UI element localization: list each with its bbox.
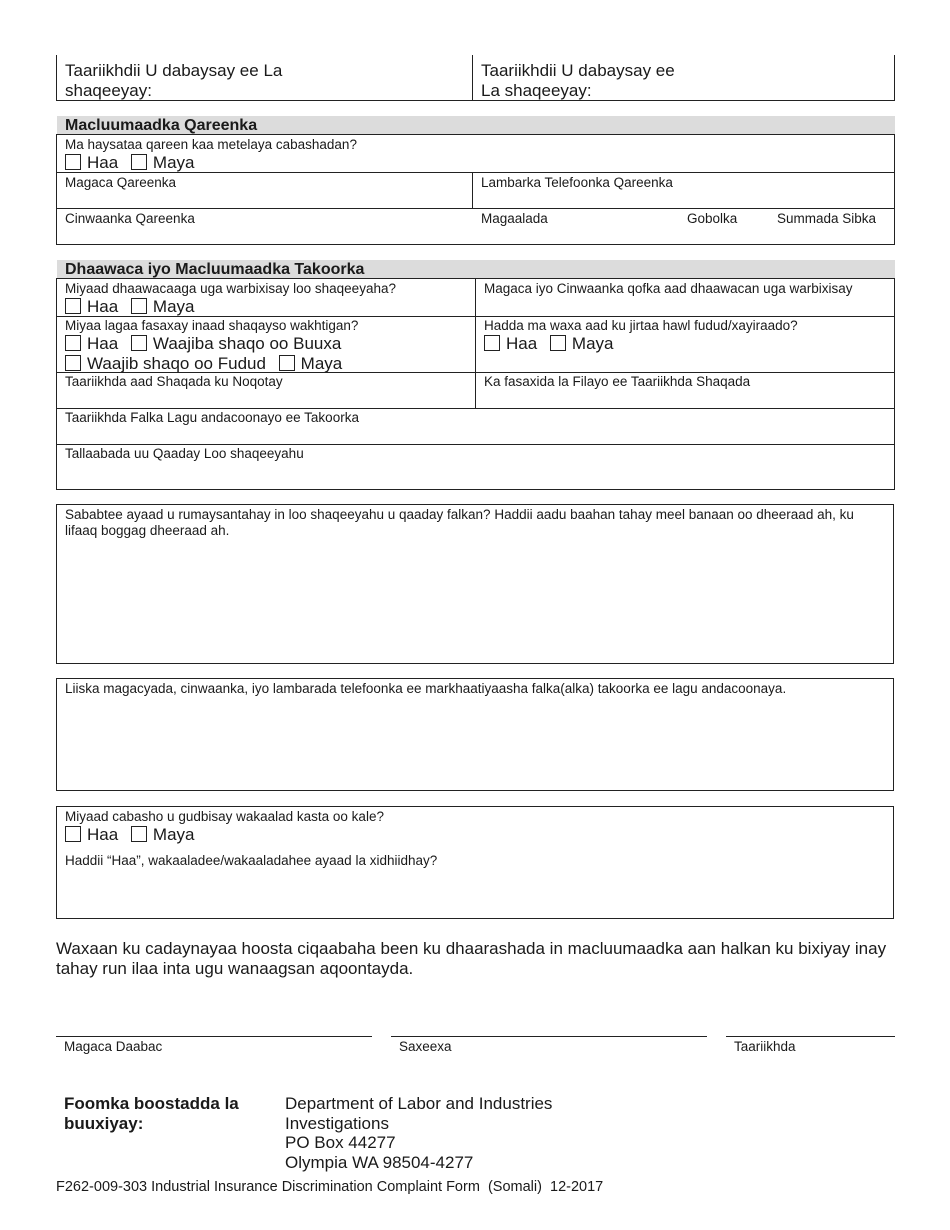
attorney-address-label: Cinwaanka Qareenka	[65, 211, 195, 226]
date-line[interactable]	[726, 1036, 895, 1037]
attorney-zip-label: Summada Sibka	[777, 211, 877, 226]
top-dates-row	[56, 55, 895, 101]
mail-to-label: Foomka boostadda la buuxiyay:	[64, 1094, 239, 1133]
light-duty-question: Hadda ma waxa aad ku jirtaa hawl fudud/xayiraado?	[484, 318, 798, 333]
released-full-duty-checkbox[interactable]	[131, 335, 147, 351]
attorney-city-label: Magaalada	[481, 211, 548, 226]
attorney-section-header: Macluumaadka Qareenka	[57, 116, 895, 135]
light-duty-yes-checkbox[interactable]	[484, 335, 500, 351]
attorney-yes-label: Haa	[87, 153, 119, 172]
return-to-work-date-label: Taariikhda aad Shaqada ku Noqotay	[65, 374, 283, 389]
light-duty-no-checkbox[interactable]	[550, 335, 566, 351]
reported-contact-label: Magaca iyo Cinwaanka qofka aad dhaawacan uga warbixisay	[484, 281, 853, 296]
released-yes-checkbox[interactable]	[65, 335, 81, 351]
attorney-state-label: Gobolka	[687, 211, 738, 226]
attorney-section	[56, 134, 895, 245]
agency-followup: Haddii “Haa”, wakaaladee/wakaaladahee ayaad la xidhiidhay?	[65, 853, 438, 868]
attorney-no-label: Maya	[152, 153, 195, 172]
expected-release-date-label: Ka fasaxida la Filayo ee Taariikhda Shaqada	[484, 374, 751, 389]
attorney-no-checkbox[interactable]	[131, 154, 147, 170]
reported-no-label: Maya	[152, 297, 195, 316]
released-light-duty-checkbox[interactable]	[65, 355, 81, 371]
light-duty-no-label: Maya	[571, 334, 614, 353]
released-full-duty-label: Waajiba shaqo oo Buuxa	[152, 334, 342, 353]
reason-prompt: Sababtee ayaad u rumaysantahay in loo shaqeeyahu u qaaday falkan? Haddii aadu baahan tahay meel banaan oo dheeraad ah, ku lifaaq boggag dheeraad ah.	[65, 507, 854, 538]
form-id-footer: F262-009-303 Industrial Insurance Discrimination Complaint Form (Somali) 12-2017	[56, 1179, 604, 1195]
agency-no-label: Maya	[152, 825, 195, 844]
attorney-yes-checkbox[interactable]	[65, 154, 81, 170]
released-question: Miyaa lagaa fasaxay inaad shaqayso wakhtigan?	[65, 318, 359, 333]
reported-no-checkbox[interactable]	[131, 298, 147, 314]
released-light-duty-label: Waajib shaqo oo Fudud	[87, 354, 266, 373]
reported-question: Miyaad dhaawacaaga uga warbixisay loo shaqeeyaha?	[65, 281, 396, 296]
agency-question: Miyaad cabasho u gudbisay wakaalad kasta oo kale?	[65, 809, 384, 824]
witness-prompt: Liiska magacyada, cinwaanka, iyo lambarada telefoonka ee markhaatiyaasha falka(alka) takoorka ee lagu andacoonaya.	[65, 681, 787, 696]
released-yes-label: Haa	[87, 334, 119, 353]
print-name-line[interactable]	[56, 1036, 372, 1037]
witness-box[interactable]	[56, 678, 894, 791]
employer-action-label: Tallaabada uu Qaaday Loo shaqeeyahu	[65, 446, 304, 461]
light-duty-yes-label: Haa	[506, 334, 538, 353]
first-date-label: Taariikhdii U dabaysay ee La shaqeeyay:	[65, 61, 283, 100]
declaration-text: Waxaan ku cadaynayaa hoosta ciqaabaha been ku dhaarashada in macluumaadka aan halkan ku bixiyay inay tahay run ilaa inta ugu wanaagsan aqoontayda.	[56, 939, 887, 978]
signature-label: Saxeexa	[399, 1039, 452, 1054]
injury-section-header: Dhaawaca iyo Macluumaadka Takoorka	[57, 260, 895, 279]
injury-section	[56, 278, 895, 490]
print-name-label: Magaca Daabac	[64, 1039, 163, 1054]
agency-box	[56, 806, 894, 919]
discrimination-date-label: Taariikhda Falka Lagu andacoonayo ee Takoorka	[65, 410, 359, 425]
mailing-address: Department of Labor and Industries Investigations PO Box 44277 Olympia WA 98504-4277	[285, 1094, 553, 1172]
reported-yes-label: Haa	[87, 297, 119, 316]
date-label: Taariikhda	[734, 1039, 796, 1054]
signature-line[interactable]	[391, 1036, 707, 1037]
agency-no-checkbox[interactable]	[131, 826, 147, 842]
released-no-label: Maya	[300, 354, 343, 373]
attorney-phone-label: Lambarka Telefoonka Qareenka	[481, 175, 673, 190]
attorney-question: Ma haysataa qareen kaa metelaya cabashadan?	[65, 137, 357, 152]
agency-yes-label: Haa	[87, 825, 119, 844]
last-date-label: Taariikhdii U dabaysay ee La shaqeeyay:	[481, 61, 675, 100]
agency-yes-checkbox[interactable]	[65, 826, 81, 842]
released-no-checkbox[interactable]	[279, 355, 295, 371]
reason-box[interactable]	[56, 504, 894, 664]
reported-yes-checkbox[interactable]	[65, 298, 81, 314]
attorney-name-label: Magaca Qareenka	[65, 175, 177, 190]
